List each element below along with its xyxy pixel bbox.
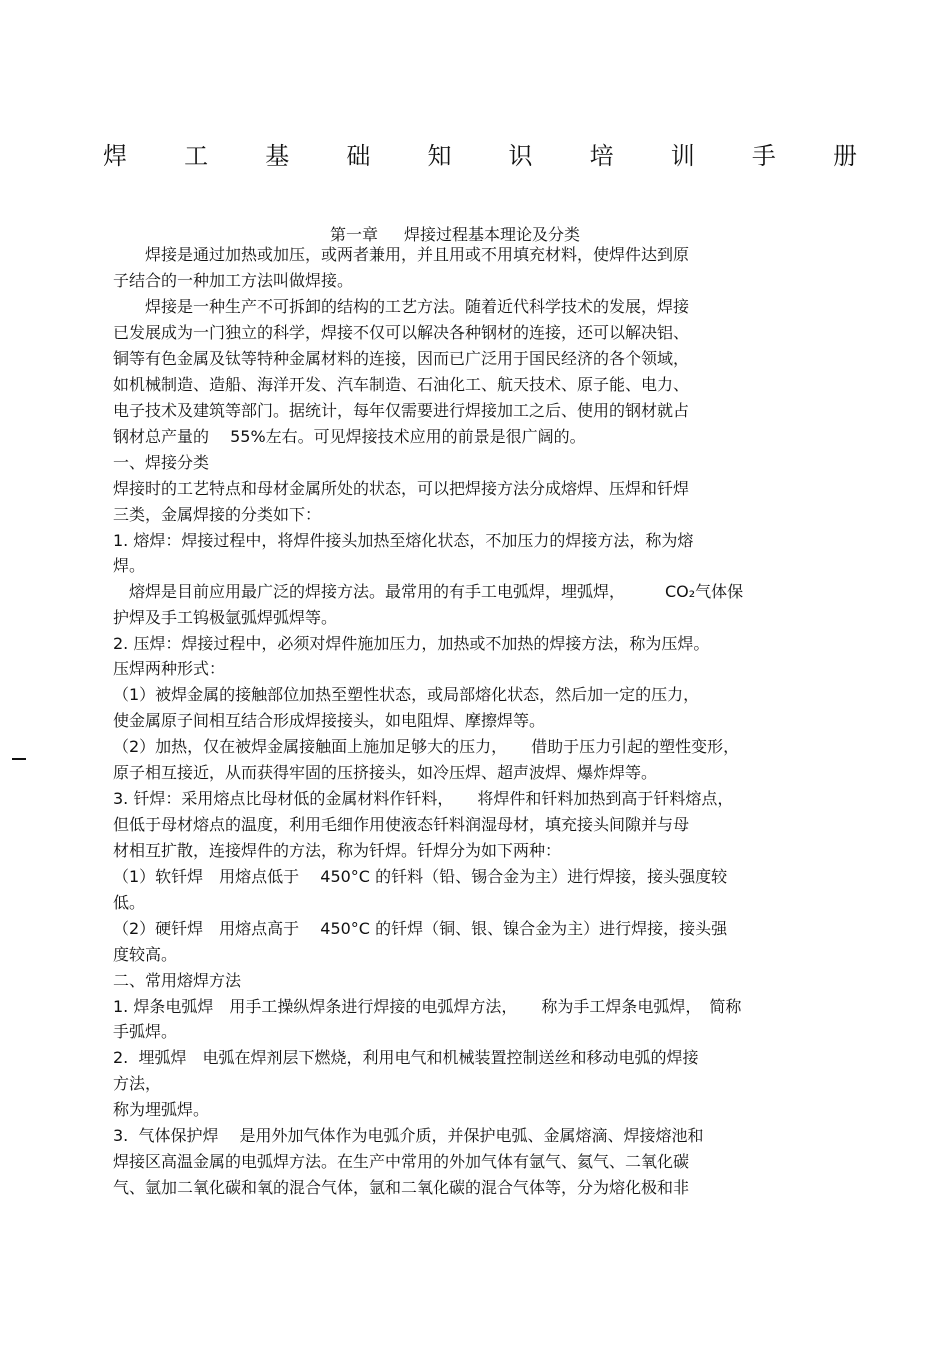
body-line: 电子技术及建筑等部门。据统计，每年仅需要进行焊接加工之后、使用的钢材就占 bbox=[113, 401, 690, 420]
body-line: 子结合的一种加工方法叫做焊接。 bbox=[113, 271, 354, 290]
body-line: 钢材总产量的 55%左右。可见焊接技术应用的前景是很广阔的。 bbox=[113, 427, 586, 446]
body-line: 压焊两种形式： bbox=[113, 659, 226, 678]
chapter-heading bbox=[330, 222, 580, 245]
chapter-name: 焊接过程基本理论及分类 bbox=[404, 225, 581, 244]
title-char: 知 bbox=[427, 142, 452, 170]
body-line: 熔焊是目前应用最广泛的焊接方法。最常用的有手工电弧焊，埋弧焊， CO₂气体保 bbox=[113, 582, 744, 601]
body-line: 2. 埋弧焊 电弧在焊剂层下燃烧，利用电气和机械装置控制送丝和移动电弧的焊接 bbox=[113, 1048, 699, 1067]
chapter-number: 第一章 bbox=[330, 225, 379, 244]
title-char: 识 bbox=[508, 142, 533, 170]
body-line: 焊。 bbox=[113, 556, 146, 575]
title-char: 训 bbox=[670, 142, 695, 170]
body-line: 焊接是一种生产不可拆卸的结构的工艺方法。随着近代科学技术的发展，焊接 bbox=[113, 297, 690, 316]
body-line: 3. 气体保护焊 是用外加气体作为电弧介质，并保护电弧、金属熔滴、焊接熔池和 bbox=[113, 1126, 704, 1145]
body-line: 度较高。 bbox=[113, 945, 178, 964]
body-line: 但低于母材熔点的温度，利用毛细作用使液态钎料润湿母材，填充接头间隙并与母 bbox=[113, 815, 690, 834]
title-char: 工 bbox=[184, 142, 209, 170]
body-line: 2. 压焊：焊接过程中，必须对焊件施加压力，加热或不加热的焊接方法，称为压焊。 bbox=[113, 634, 710, 653]
body-line: 材相互扩散，连接焊件的方法，称为钎焊。钎焊分为如下两种： bbox=[113, 841, 562, 860]
body-line: 护焊及手工钨极氩弧焊弧焊等。 bbox=[113, 608, 338, 627]
body-line: 1. 焊条电弧焊 用手工操纵焊条进行焊接的电弧焊方法， 称为手工焊条电弧焊， 简称 bbox=[113, 997, 742, 1016]
title-char: 础 bbox=[346, 142, 371, 170]
title-char: 手 bbox=[751, 142, 776, 170]
body-line: 手弧焊。 bbox=[113, 1022, 178, 1041]
body-line: 焊接区高温金属的电弧焊方法。在生产中常用的外加气体有氩气、氦气、二氧化碳 bbox=[113, 1152, 690, 1171]
body-line: （1）被焊金属的接触部位加热至塑性状态，或局部熔化状态，然后加一定的压力， bbox=[113, 685, 700, 704]
body-line: （1）软钎焊 用熔点低于 450°C 的钎料（铅、锡合金为主）进行焊接，接头强度较 bbox=[113, 867, 728, 886]
title-char: 册 bbox=[832, 142, 857, 170]
section-heading: 一、焊接分类 bbox=[113, 453, 210, 472]
title-char: 基 bbox=[265, 142, 290, 170]
document-title bbox=[100, 136, 860, 171]
margin-dash bbox=[12, 758, 26, 760]
body-line: 1. 熔焊：焊接过程中，将焊件接头加热至熔化状态，不加压力的焊接方法，称为熔 bbox=[113, 531, 694, 550]
body-line: 原子相互接近，从而获得牢固的压挤接头，如冷压焊、超声波焊、爆炸焊等。 bbox=[113, 763, 658, 782]
body-line: （2）硬钎焊 用熔点高于 450°C 的钎焊（铜、银、镍合金为主）进行焊接，接头强 bbox=[113, 919, 728, 938]
body-line: 焊接时的工艺特点和母材金属所处的状态，可以把焊接方法分成熔焊、压焊和钎焊 bbox=[113, 479, 690, 498]
body-line: 已发展成为一门独立的科学，焊接不仅可以解决各种钢材的连接，还可以解决铝、 bbox=[113, 323, 690, 342]
title-char: 培 bbox=[589, 142, 614, 170]
title-char: 焊 bbox=[103, 142, 127, 170]
body-line: 焊接是通过加热或加压，或两者兼用，并且用或不用填充材料，使焊件达到原 bbox=[113, 245, 690, 264]
body-line: 3. 钎焊：采用熔点比母材低的金属材料作钎料， 将焊件和钎料加热到高于钎料熔点， bbox=[113, 789, 734, 808]
body-line: 三类，金属焊接的分类如下： bbox=[113, 505, 322, 524]
body-line: 低。 bbox=[113, 893, 146, 912]
body-line: 如机械制造、造船、海洋开发、汽车制造、石油化工、航天技术、原子能、电力、 bbox=[113, 375, 690, 394]
body-line: 使金属原子间相互结合形成焊接接头，如电阻焊、摩擦焊等。 bbox=[113, 711, 546, 730]
body-line: 铜等有色金属及钛等特种金属材料的连接，因而已广泛用于国民经济的各个领域， bbox=[113, 349, 690, 368]
body-line: 方法， bbox=[113, 1074, 162, 1093]
body-line: 称为埋弧焊。 bbox=[113, 1100, 210, 1119]
body-line: 气、氩加二氧化碳和氧的混合气体，氩和二氧化碳的混合气体等，分为熔化极和非 bbox=[113, 1178, 690, 1197]
body-line: （2）加热，仅在被焊金属接触面上施加足够大的压力， 借助于压力引起的塑性变形， bbox=[113, 737, 740, 756]
section-heading: 二、常用熔焊方法 bbox=[113, 971, 242, 990]
